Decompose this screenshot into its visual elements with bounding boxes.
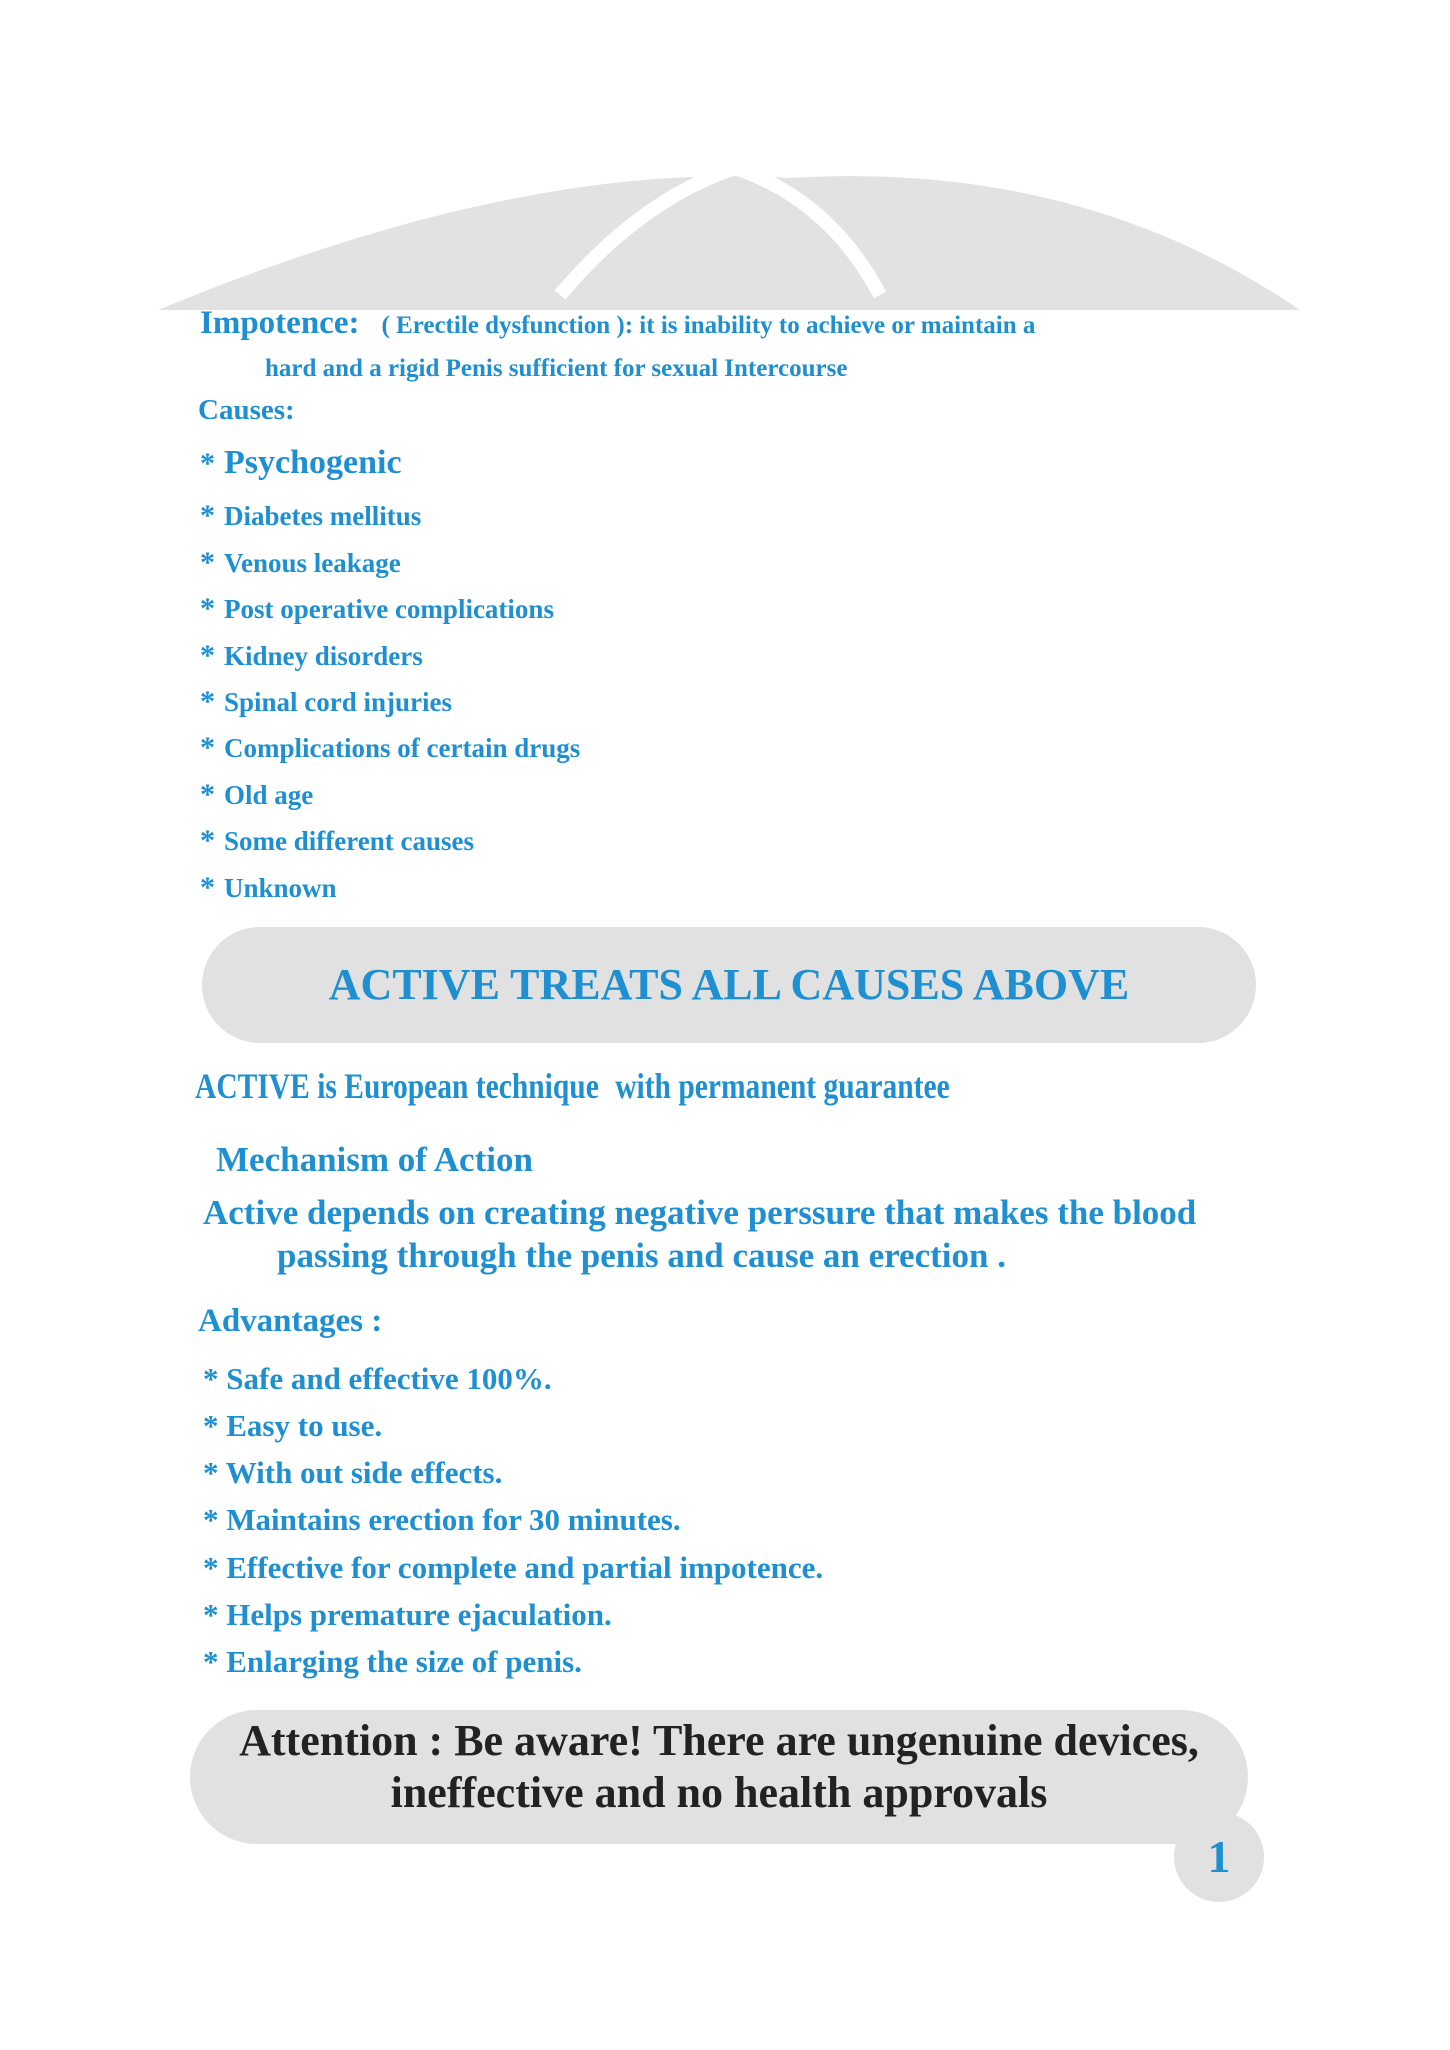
cause-item: * Venous leakage bbox=[200, 546, 401, 579]
attention-text: Attention : Be aware! There are ungenuine devices, ineffective and no health approvals bbox=[239, 1716, 1199, 1817]
mechanism-heading: Mechanism of Action bbox=[216, 1140, 533, 1179]
advantages-heading: Advantages : bbox=[198, 1303, 383, 1339]
advantage-item: * Safe and effective 100%. bbox=[203, 1361, 552, 1396]
technique-statement: ACTIVE is European technique with permanent guarantee bbox=[195, 1066, 950, 1106]
bullet: * bbox=[200, 499, 215, 532]
advantage-item: * Maintains erection for 30 minutes. bbox=[203, 1502, 681, 1537]
advantage-item: * Effective for complete and partial impotence. bbox=[203, 1550, 824, 1585]
advantage-item: * Enlarging the size of penis. bbox=[203, 1644, 582, 1679]
cause-item: * Old age bbox=[200, 778, 314, 811]
bullet: * bbox=[200, 731, 215, 764]
cause-item: * Diabetes mellitus bbox=[200, 499, 422, 532]
advantage-item: * With out side effects. bbox=[203, 1455, 503, 1490]
treats-banner-text: ACTIVE TREATS ALL CAUSES ABOVE bbox=[328, 960, 1130, 1009]
definition-line-1: ( Erectile dysfunction ): it is inability to achieve or maintain a bbox=[381, 312, 1036, 339]
bullet: * bbox=[200, 592, 215, 625]
definition-line-2: hard and a rigid Penis sufficient for sexual Intercourse bbox=[265, 355, 848, 382]
cause-item: * Unknown bbox=[200, 871, 337, 904]
page-number: 1 bbox=[1207, 1831, 1231, 1882]
arch-dome bbox=[158, 176, 1300, 310]
causes-heading: Causes: bbox=[198, 394, 295, 426]
advantage-item: * Helps premature ejaculation. bbox=[203, 1597, 612, 1632]
bullet: * bbox=[200, 824, 215, 857]
impotence-term: Impotence: bbox=[200, 305, 360, 341]
cause-item: * Kidney disorders bbox=[200, 639, 423, 672]
cause-item: * Complications of certain drugs bbox=[200, 731, 581, 764]
impotence-definition bbox=[200, 305, 1035, 342]
cause-item: * Spinal cord injuries bbox=[200, 685, 453, 718]
cause-item: * Psychogenic bbox=[200, 444, 402, 481]
bullet: * bbox=[200, 778, 215, 811]
advantage-item: * Easy to use. bbox=[203, 1408, 383, 1443]
mechanism-line-2: passing through the penis and cause an erection . bbox=[277, 1236, 1006, 1275]
mechanism-line-1: Active depends on creating negative perssure that makes the blood bbox=[203, 1193, 1197, 1232]
cause-item: * Post operative complications bbox=[200, 592, 554, 625]
bullet: * bbox=[200, 685, 215, 718]
bullet: * bbox=[200, 447, 215, 480]
bullet: * bbox=[200, 639, 215, 672]
bullet: * bbox=[200, 546, 215, 579]
bullet: * bbox=[200, 871, 215, 904]
decorative-arch bbox=[0, 0, 1450, 320]
cause-item: * Some different causes bbox=[200, 824, 474, 857]
